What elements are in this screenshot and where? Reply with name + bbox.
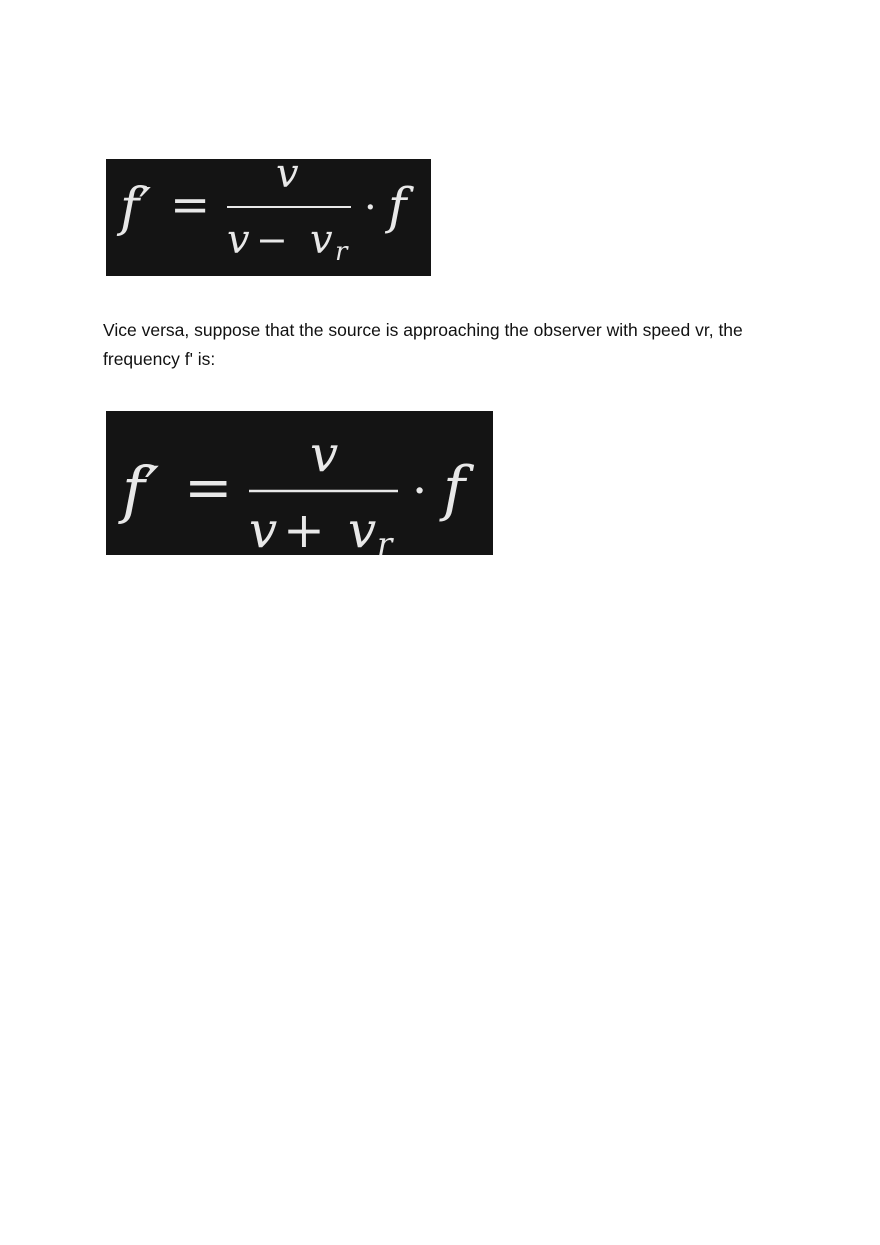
- eq2-subscript: r: [377, 525, 393, 555]
- eq1-denominator-right: v: [310, 217, 333, 263]
- eq1-operator: −: [256, 218, 288, 262]
- eq1-denominator-left: v: [227, 217, 250, 263]
- eq2-dot: ·: [412, 463, 428, 519]
- equation-2-formula: [106, 411, 493, 555]
- eq2-lhs: f′: [122, 453, 160, 526]
- eq1-dot: ·: [364, 185, 377, 231]
- eq1-numerator: v: [276, 159, 299, 197]
- body-paragraph: Vice versa, suppose that the source is approaching the observer with speed vr, the frequency f' is:: [103, 320, 743, 369]
- eq2-equals: =: [184, 453, 233, 521]
- eq2-factor: f: [443, 454, 466, 524]
- equation-image-receding: [106, 159, 431, 276]
- eq1-subscript: r: [335, 237, 348, 267]
- eq2-denominator-left: v: [249, 501, 278, 555]
- eq1-equals: =: [170, 177, 211, 233]
- eq2-numerator: v: [310, 425, 339, 483]
- equation-1-formula: [106, 159, 431, 276]
- eq1-lhs: f′: [120, 178, 152, 238]
- eq2-operator: +: [283, 501, 325, 555]
- eq1-factor: f: [388, 177, 407, 235]
- eq2-denominator-right: v: [348, 501, 377, 555]
- equation-image-approaching: [106, 411, 493, 555]
